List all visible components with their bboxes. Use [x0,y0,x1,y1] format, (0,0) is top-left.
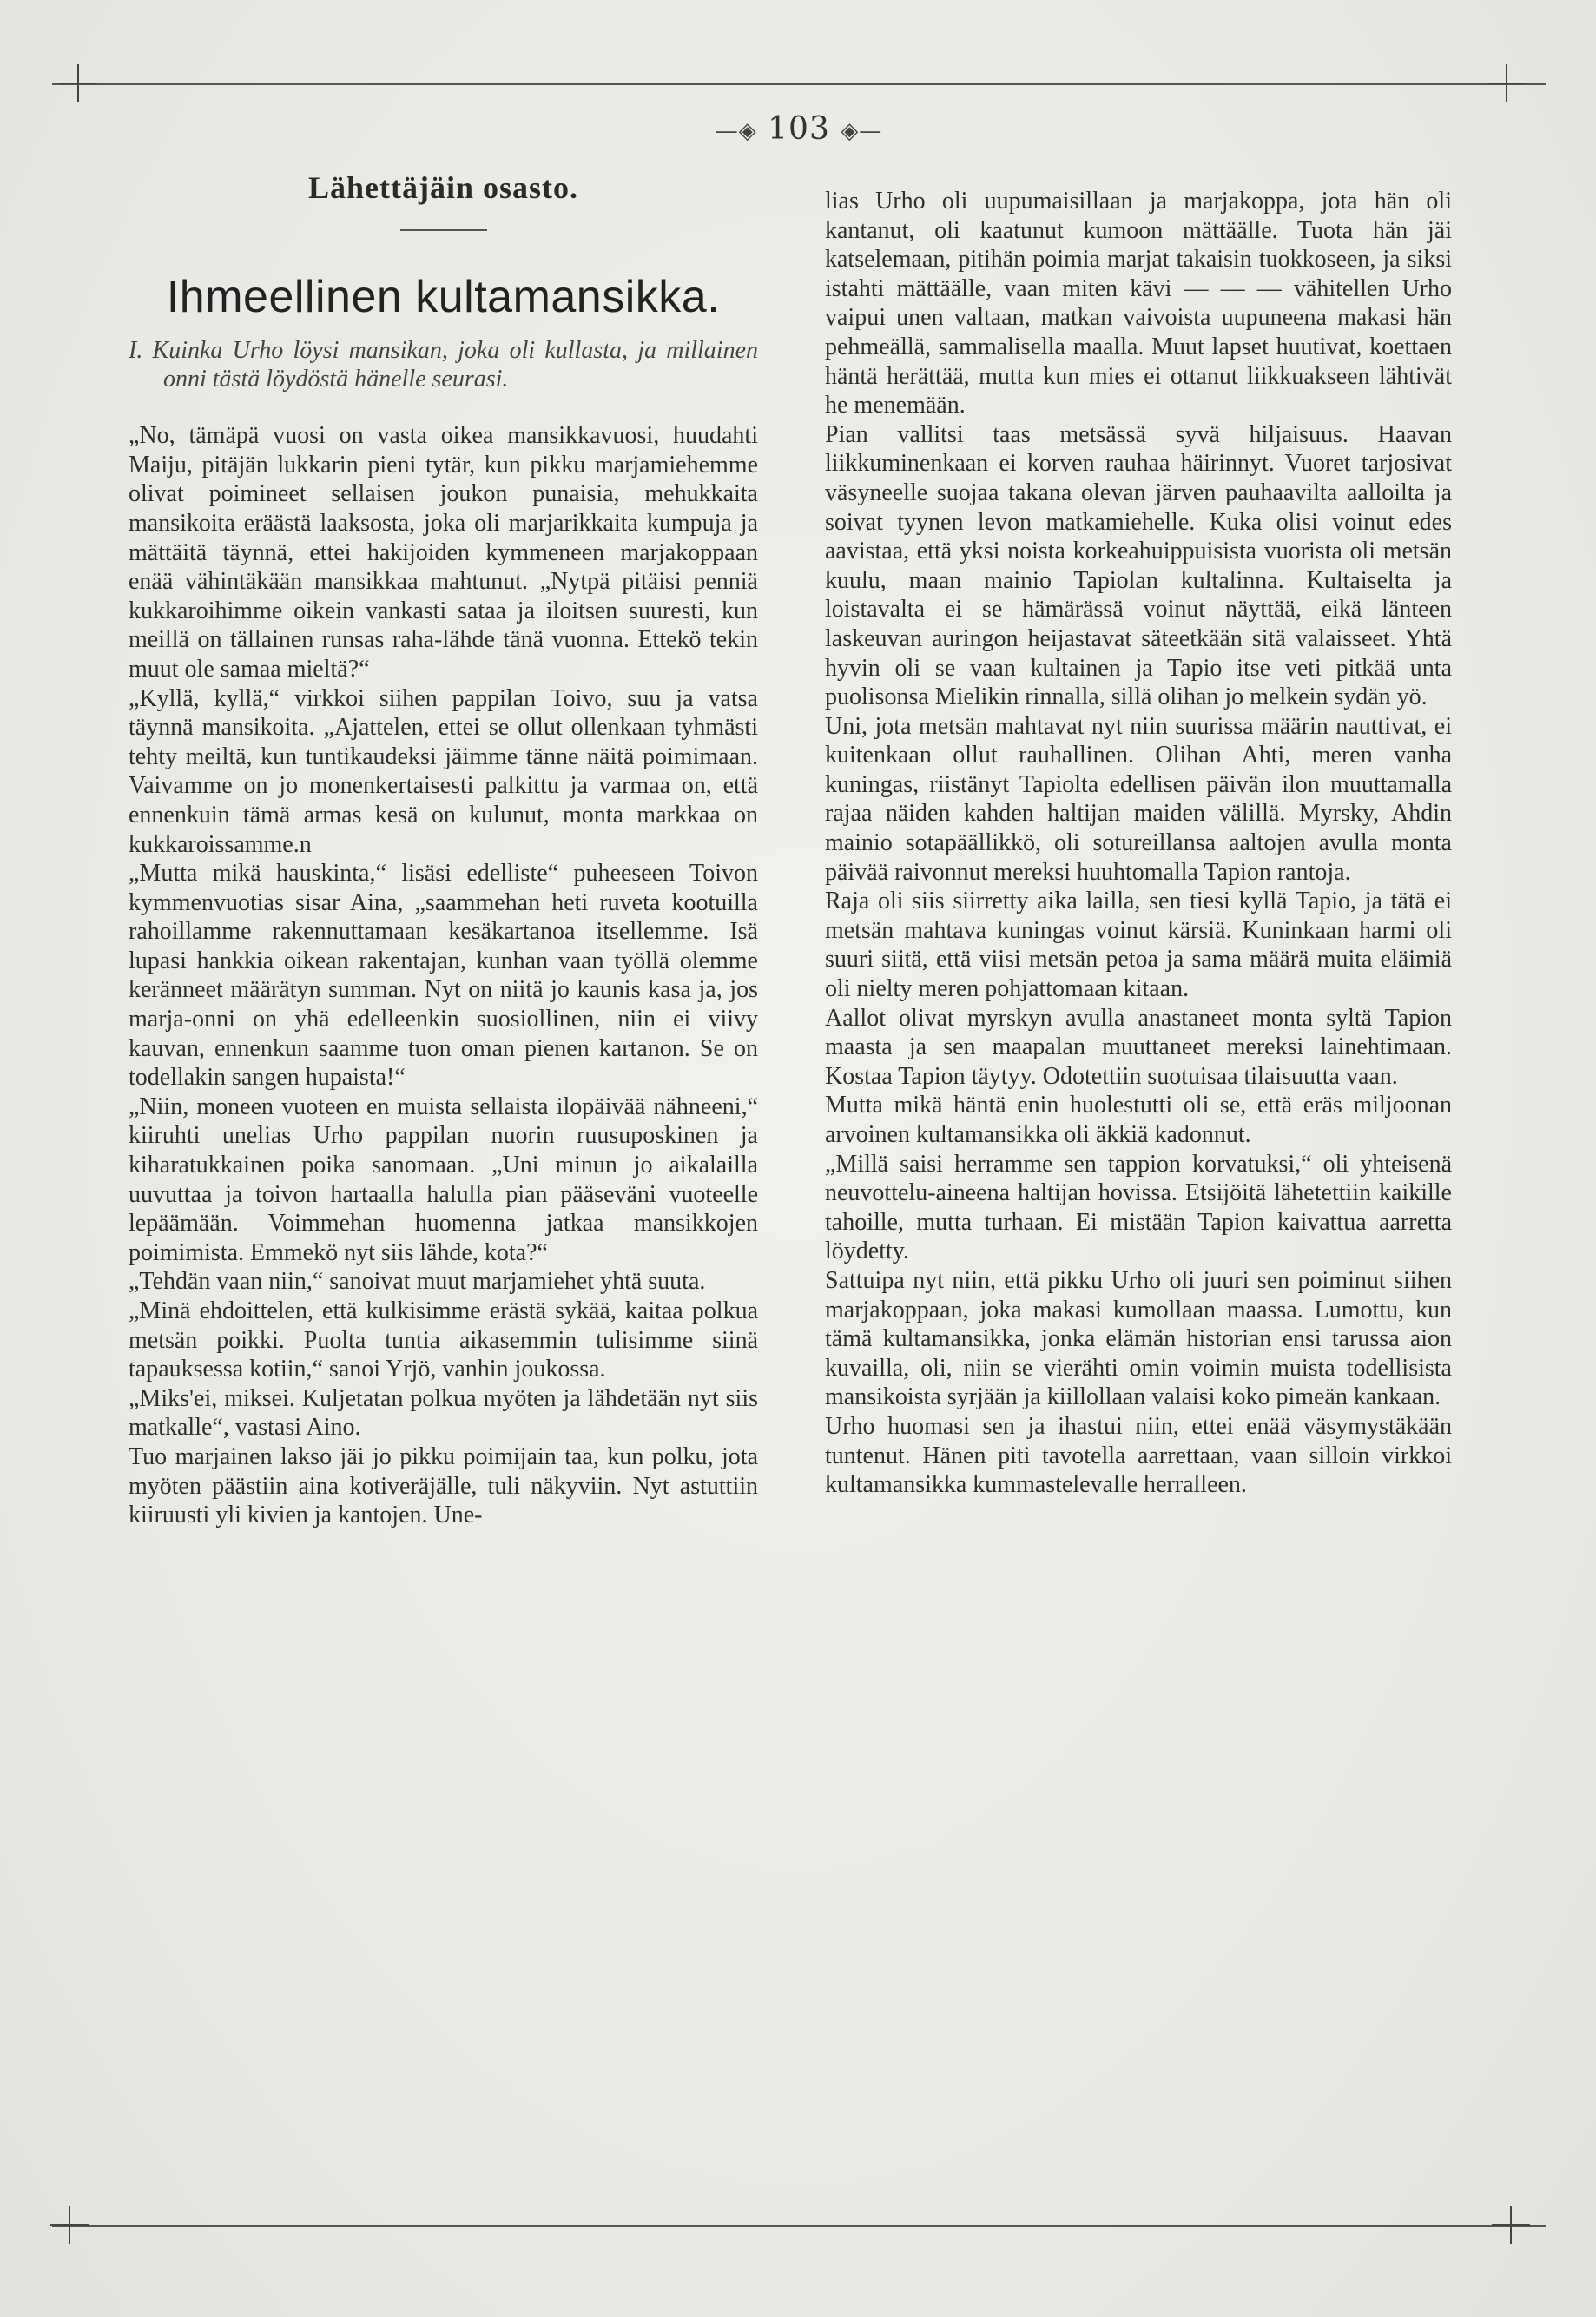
paragraph: Pian vallitsi taas metsässä syvä hiljaisuus. Haavan liikkuminenkaan ei korven rauhaa häirinnyt. Vuoret tarjosivat väsyneelle suojaa takana olevan järven pauhaavilta aalloilta ja soivat tyynen levon matkamiehelle. Kuka olisi voinut edes aavistaa, että yksi noista korkeahuippuisista vuorista oli metsän kuulu, maan mainio Tapiolan kultalinna. Kultaiselta ja loistavalta ei se hämärässä voinut näyttää, eikä länteen laskeuvan auringon heijastavat säteetkään sitä valaisseet. Yhtä hyvin oli se vaan kultainen ja Tapio itse veti pitkää unta puolisonsa Mielikin rinnalla, sillä olihan jo melkein sydän yö. [825,420,1452,711]
paragraph: Urho huomasi sen ja ihastui niin, ettei enää väsymystäkään tuntenut. Hänen piti tavotella aarrettaan, vaan silloin virkkoi kultamansikka kummastelevalle herralleen. [825,1412,1452,1499]
page-number-header [695,111,903,155]
paragraph: „No, tämäpä vuosi on vasta oikea mansikkavuosi, huudahti Maiju, pitäjän lukkarin pieni tytär, kun pikku marjamiehemme olivat poimineet sellaisen joukon punaisia, mehukkaita mansikoita eräästä laaksosta, joka oli marjarikkaita kumpuja ja mättäitä täynnä, ettei hakijoiden kymmeneen marjakoppaan enää vähintäkään mansikkaa mahtunut. „Nytpä pitäisi penniä kukkaroihimme oikein vankasti sataa ja iloitsen suuresti, kun meillä on tällainen runsas raha-lähde tänä vuonna. Ettekö tekin muut ole samaa mieltä?“ [129,422,758,683]
bottom-frame-line [52,2225,1546,2227]
paragraph: „Kyllä, kyllä,“ virkkoi siihen pappilan Toivo, suu ja vatsa täynnä mansikoita. „Ajattelen, ettei se ollut ollenkaan tyhmästi tehty meiltä, kun tuntikaudeksi jäimme tänne näitä poimimaan. Vaivamme on jo monenkertaisesti palkittu ja varmaa on, että ennenkuin tämä armas kesä on kulunut, monta markkaa on kukkaroissamme.n [129,684,758,858]
ornament-right: ◈— [841,118,883,144]
paragraph: lias Urho oli uupumaisillaan ja marjakoppa, jota hän oli kantanut, oli kaatunut kumoon mättäälle. Tuota hän jäi katselemaan, pitihän poimia marjat takaisin tuokkoseen, ja siksi istahti mättäälle, vaan miten kävi — — — vähitellen Urho vaipui unen valtaan, matkan vaivoista uupuneena makasi hän pehmeällä, sammalisella maalla. Muut lapset huutivat, koettaen häntä herättää, mutta kun mies ei ottanut liikkuakseen lähtivät he menemään. [825,188,1452,419]
paragraph: Tuo marjainen lakso jäi jo pikku poimijain taa, kun polku, jota myöten päästiin aina kotiveräjälle, tuli näkyviin. Nyt astuttiin kiiruusti yli kivien ja kantojen. Une- [129,1442,758,1529]
page-number: 103 [768,111,830,147]
paragraph: Raja oli siis siirretty aika lailla, sen tiesi kyllä Tapio, ja tätä ei metsän mahtava kuningas voinut kärsiä. Kuninkaan harmi oli suuri siitä, että viisi metsän petoa ja sama määrä muita eläimiä oli nielty meren pohjattomaan kitaan. [825,888,1452,1003]
paragraph: „Mutta mikä hauskinta,“ lisäsi edelliste“ puheeseen Toivon kymmenvuotias sisar Aina, „saammehan heti ruveta kootuilla rahoillamme rakennuttamaan kesäkartanoa itsellemme. Isä lupasi hankkia oikean rakentajan, kunhan vaan työllä olemme keränneet määrätyn summan. Nyt on niitä jo kaunis kasa ja, jos marja-onni on yhä edelleenkin suosiollinen, niin ei viivy kauvan, ennenkun saamme tuon oman pienen kartanon. Se on todellakin sangen hupaista!“ [129,860,758,1092]
section-title: Lähettäjäin osasto. [307,170,578,205]
story-title: Ihmeellinen kultamansikka. [166,271,721,322]
paragraph: „Niin, moneen vuoteen en muista sellaista ilopäivää nähneeni,“ kiiruhti unelias Urho pappilan nuorin ruusuposkinen ja kiharatukkainen poika sanomaan. „Uni minun jo aikalailla uuvuttaa ja toivon hartaalla halulla pian pääseväni vuoteelle lepäämään. Voimmehan huomenna jatkaa mansikkojen poimimista. Emmekö nyt siis lähde, kota?“ [129,1092,758,1266]
paragraph: „Millä saisi herramme sen tappion korvatuksi,“ oli yhteisenä neuvottelu-aineena haltijan hovissa. Etsijöitä lähetettiin kaikille tahoille, mutta turhaan. Ei mistään Tapion kaivattua aarretta löydetty. [825,1150,1452,1265]
paragraph: Uni, jota metsän mahtavat nyt niin suurissa määrin nauttivat, ei kuitenkaan ollut rauhallinen. Olihan Ahti, meren vanha kuningas, riistänyt Tapiolta edellisen päivän ilon muuttamalla rajaa näiden kahden haltijan maiden välillä. Myrsky, Ahdin mainio sotapäällikkö, oli sotureillansa aaltojen avulla monta päivää raivonnut mereksi huuhtomalla Tapion rantoja. [825,712,1452,886]
right-column [825,187,1452,1500]
paragraph: Aallot olivat myrskyn avulla anastaneet monta syltä Tapion maasta ja sen maapalan muuttaneet mereksi lainehtimaan. Kostaa Tapion täytyy. Odotettiin suotuisaa tilaisuutta vaan. [825,1004,1452,1090]
paragraph: Mutta mikä häntä enin huolestutti oli se, että eräs miljoonan arvoinen kultamansikka oli äkkiä kadonnut. [825,1092,1452,1148]
chapter-heading: I. Kuinka Urho löysi mansikan, joka oli kullasta, ja millainen onni tästä löydöstä hänelle seurasi. [129,337,758,393]
title-separator [400,229,487,231]
paragraph: Sattuipa nyt niin, että pikku Urho oli juuri sen poiminut siihen marjakoppaan, joka makasi kumollaan maassa. Lumottu, kun tämä kultamansikka, jonka elämän historian ensi tarussa aion kuvailla, oli, niin se vierähti omin voimin muista todellisista mansikoista syrjään ja kiillollaan valaisi koko pimeän kankaan. [825,1266,1452,1411]
top-frame-line [52,83,1546,85]
left-column [129,170,758,1530]
paragraph: „Minä ehdoittelen, että kulkisimme erästä sykää, kaitaa polkua metsän poikki. Puolta tuntia aikasemmin tulisimme siinä tapauksessa kotiin,“ sanoi Yrjö, vanhin joukossa. [129,1297,758,1383]
ornament-left: —◈ [715,118,757,144]
paragraph: „Miks'ei, miksei. Kuljetatan polkua myöten ja lähdetään nyt siis matkalle“, vastasi Aino. [129,1384,758,1442]
paragraph: „Tehdän vaan niin,“ sanoivat muut marjamiehet yhtä suuta. [129,1268,706,1296]
